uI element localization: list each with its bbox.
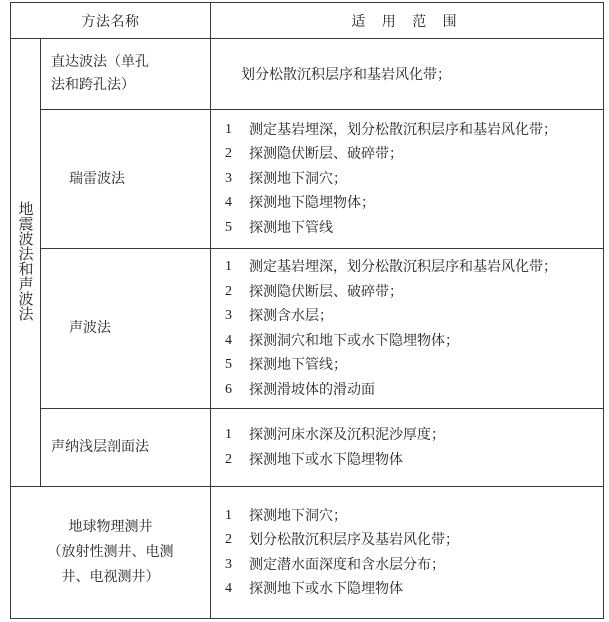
list-item bbox=[225, 142, 597, 167]
list-item bbox=[225, 167, 597, 192]
item-text: 测定基岩埋深，划分松散沉积层序和基岩风化带； bbox=[249, 121, 557, 138]
table-header-row bbox=[11, 3, 604, 39]
method-cell-well-logging bbox=[11, 487, 211, 619]
item-number: 2 bbox=[225, 532, 232, 547]
method-cell-acoustic: 声波法 bbox=[41, 249, 211, 409]
list-item bbox=[225, 216, 597, 241]
list-item bbox=[225, 255, 597, 280]
table-row bbox=[11, 39, 604, 110]
item-text: 探测河床水深及沉积泥沙厚度； bbox=[249, 427, 445, 443]
method-range-table bbox=[10, 2, 604, 619]
item-text: 探测地下管线； bbox=[249, 357, 347, 373]
method-line: 法和跨孔法） bbox=[51, 77, 135, 93]
method-line: 地球物理测井 bbox=[68, 519, 153, 535]
range-list bbox=[225, 118, 597, 241]
item-text: 探测洞穴和地下或水下隐埋物体； bbox=[249, 332, 459, 349]
list-item bbox=[225, 191, 597, 216]
item-number: 1 bbox=[225, 427, 232, 442]
table-row bbox=[11, 110, 604, 249]
list-item bbox=[225, 280, 597, 305]
range-cell-well-logging bbox=[211, 487, 604, 619]
method-cell-rayleigh: 瑞雷波法 bbox=[41, 110, 211, 249]
item-number: 2 bbox=[225, 146, 232, 162]
category-cell bbox=[11, 39, 41, 487]
list-item bbox=[225, 528, 597, 553]
item-text: 探测含水层； bbox=[249, 308, 333, 324]
item-text: 探测地下管线 bbox=[249, 219, 333, 236]
item-number: 1 bbox=[225, 121, 232, 137]
item-text: 划分松散沉积层序及基岩风化带； bbox=[249, 532, 459, 548]
range-cell-rayleigh bbox=[211, 110, 604, 249]
method-line: 直达波法（单孔 bbox=[51, 54, 149, 70]
item-number: 3 bbox=[225, 170, 232, 186]
category-text: 地震波法和声波法 bbox=[16, 200, 35, 321]
item-number: 3 bbox=[225, 308, 232, 323]
method-cell-direct-wave bbox=[41, 39, 211, 110]
list-item bbox=[225, 553, 597, 578]
range-list bbox=[225, 255, 597, 402]
item-number: 4 bbox=[225, 581, 232, 596]
item-number: 1 bbox=[225, 507, 232, 523]
list-item bbox=[225, 504, 597, 529]
item-text: 测定潜水面深度和含水层分布； bbox=[249, 556, 445, 573]
list-item bbox=[225, 378, 597, 403]
item-text: 探测地下隐埋物体； bbox=[249, 195, 375, 212]
item-number: 1 bbox=[225, 259, 232, 274]
list-item bbox=[225, 118, 597, 143]
header-range-text: 适 用 范 围 bbox=[351, 13, 463, 30]
method-cell-sonar: 声纳浅层剖面法 bbox=[41, 409, 211, 487]
item-number: 5 bbox=[225, 219, 232, 235]
method-line: （放射性测井、电测 bbox=[47, 544, 174, 560]
range-list bbox=[225, 504, 597, 602]
item-number: 6 bbox=[225, 381, 232, 397]
item-text: 探测隐伏断层、破碎带； bbox=[249, 146, 403, 163]
list-item bbox=[225, 329, 597, 354]
list-item bbox=[225, 304, 597, 329]
range-cell-direct-wave: 划分松散沉积层序和基岩风化带； bbox=[211, 39, 604, 110]
item-text: 探测地下或水下隐埋物体 bbox=[249, 451, 403, 468]
range-list bbox=[225, 423, 597, 472]
item-number: 2 bbox=[225, 283, 232, 299]
list-item bbox=[225, 448, 597, 473]
range-cell-sonar bbox=[211, 409, 604, 487]
item-text: 探测地下或水下隐埋物体 bbox=[249, 581, 403, 597]
item-text: 探测地下洞穴； bbox=[249, 507, 347, 524]
item-number: 4 bbox=[225, 332, 232, 348]
table-row bbox=[11, 249, 604, 409]
table-row bbox=[11, 487, 604, 619]
item-number: 2 bbox=[225, 451, 232, 467]
table-row bbox=[11, 409, 604, 487]
header-range bbox=[211, 3, 604, 39]
item-number: 5 bbox=[225, 357, 232, 372]
item-text: 测定基岩埋深，划分松散沉积层序和基岩风化带； bbox=[249, 259, 557, 275]
method-line: 井、电视测井） bbox=[61, 569, 160, 585]
list-item bbox=[225, 353, 597, 378]
list-item bbox=[225, 423, 597, 448]
range-cell-acoustic bbox=[211, 249, 604, 409]
list-item bbox=[225, 577, 597, 602]
item-text: 探测隐伏断层、破碎带； bbox=[249, 283, 403, 300]
item-text: 探测滑坡体的滑动面 bbox=[249, 381, 375, 398]
item-number: 4 bbox=[225, 195, 232, 211]
header-method-name: 方法名称 bbox=[11, 3, 211, 39]
item-text: 探测地下洞穴； bbox=[249, 170, 347, 187]
item-number: 3 bbox=[225, 556, 232, 572]
